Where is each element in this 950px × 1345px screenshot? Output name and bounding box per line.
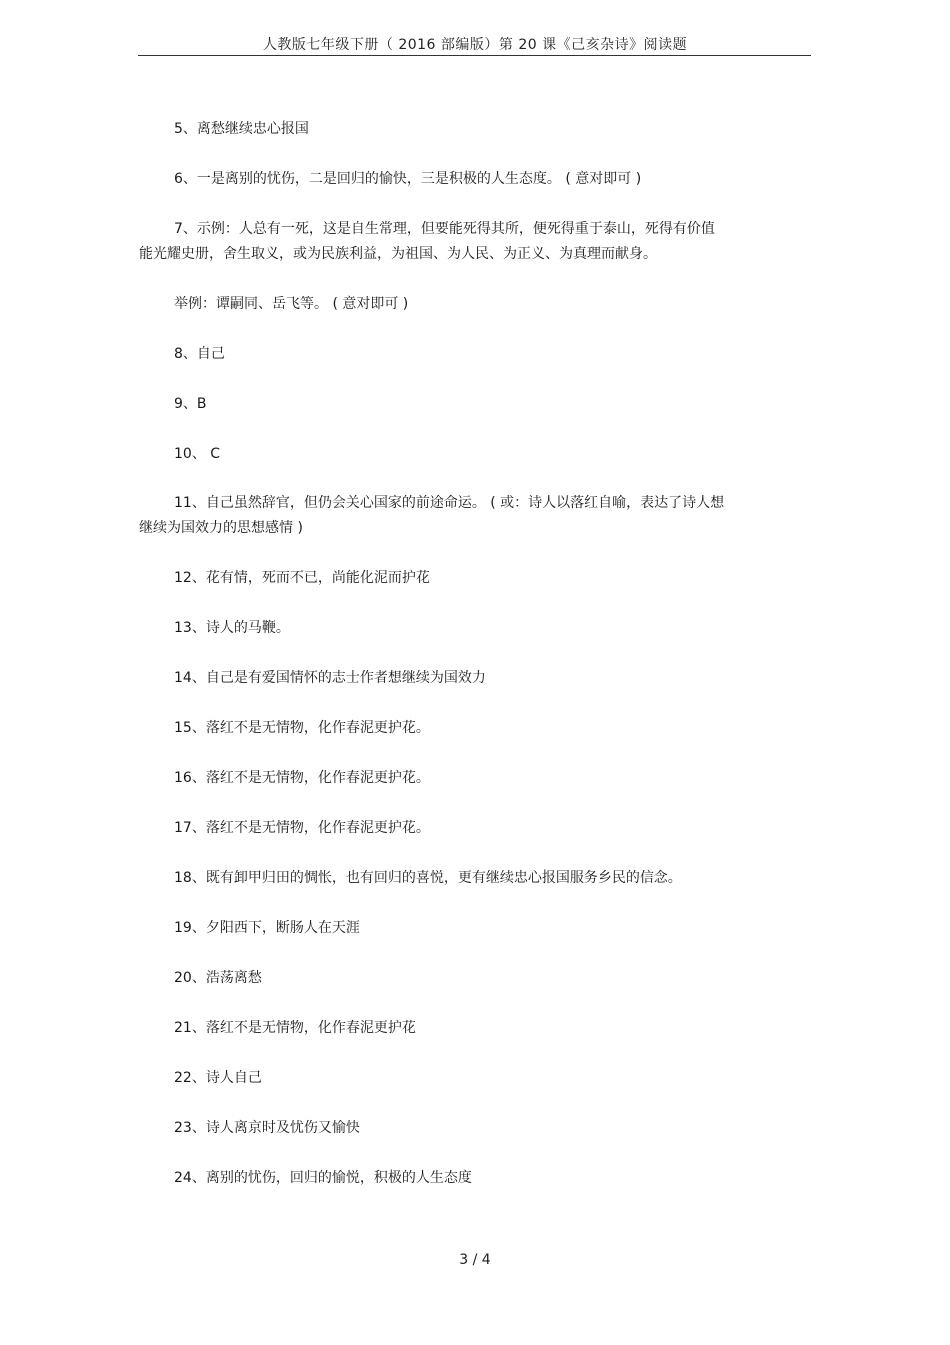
answer-22: 22、诗人自己 bbox=[174, 1070, 262, 1086]
answer-14: 14、自己是有爱国情怀的志士作者想继续为国效力 bbox=[174, 670, 486, 686]
answer-10: 10、 C bbox=[174, 446, 221, 462]
answer-19: 19、夕阳西下，断肠人在天涯 bbox=[174, 920, 360, 936]
answer-7-line-2: 能光耀史册，舍生取义，或为民族利益，为祖国、为人民、为正义、为真理而献身。 bbox=[139, 246, 657, 262]
answer-7-examples: 举例：谭嗣同、岳飞等。 ( 意对即可 ) bbox=[174, 296, 409, 312]
answer-8: 8、自己 bbox=[174, 346, 225, 362]
answer-20: 20、浩荡离愁 bbox=[174, 970, 262, 986]
answer-18: 18、既有卸甲归田的惆怅，也有回归的喜悦，更有继续忠心报国服务乡民的信念。 bbox=[174, 870, 682, 886]
answer-11-line-2: 继续为国效力的思想感情 ) bbox=[139, 520, 303, 536]
answer-21: 21、落红不是无情物，化作春泥更护花 bbox=[174, 1020, 416, 1036]
answer-15: 15、落红不是无情物，化作春泥更护花。 bbox=[174, 720, 430, 736]
answer-12: 12、花有情，死而不已，尚能化泥而护花 bbox=[174, 570, 430, 586]
answer-24: 24、离别的忧伤，回归的愉悦，积极的人生态度 bbox=[174, 1170, 472, 1186]
page-number: 3 / 4 bbox=[459, 1252, 491, 1268]
answer-7-line-1: 7、示例：人总有一死，这是自生常理，但要能死得其所，便死得重于泰山，死得有价值 bbox=[174, 221, 715, 237]
answer-17: 17、落红不是无情物，化作春泥更护花。 bbox=[174, 820, 430, 836]
answer-23: 23、诗人离京时及忧伤又愉快 bbox=[174, 1120, 360, 1136]
answer-9: 9、B bbox=[174, 396, 207, 412]
answer-16: 16、落红不是无情物，化作春泥更护花。 bbox=[174, 770, 430, 786]
answer-11-line-1: 11、自己虽然辞官，但仍会关心国家的前途命运。 ( 或：诗人以落红自喻，表达了诗人想 bbox=[174, 495, 725, 511]
answer-6: 6、一是离别的忧伤，二是回归的愉快，三是积极的人生态度。 ( 意对即可 ) bbox=[174, 171, 642, 187]
answer-5: 5、离愁继续忠心报国 bbox=[174, 121, 309, 137]
page-header-title: 人教版七年级下册（ 2016 部编版）第 20 课《己亥杂诗》阅读题 bbox=[262, 37, 688, 53]
answer-13: 13、诗人的马鞭。 bbox=[174, 620, 290, 636]
header-divider bbox=[138, 55, 811, 56]
